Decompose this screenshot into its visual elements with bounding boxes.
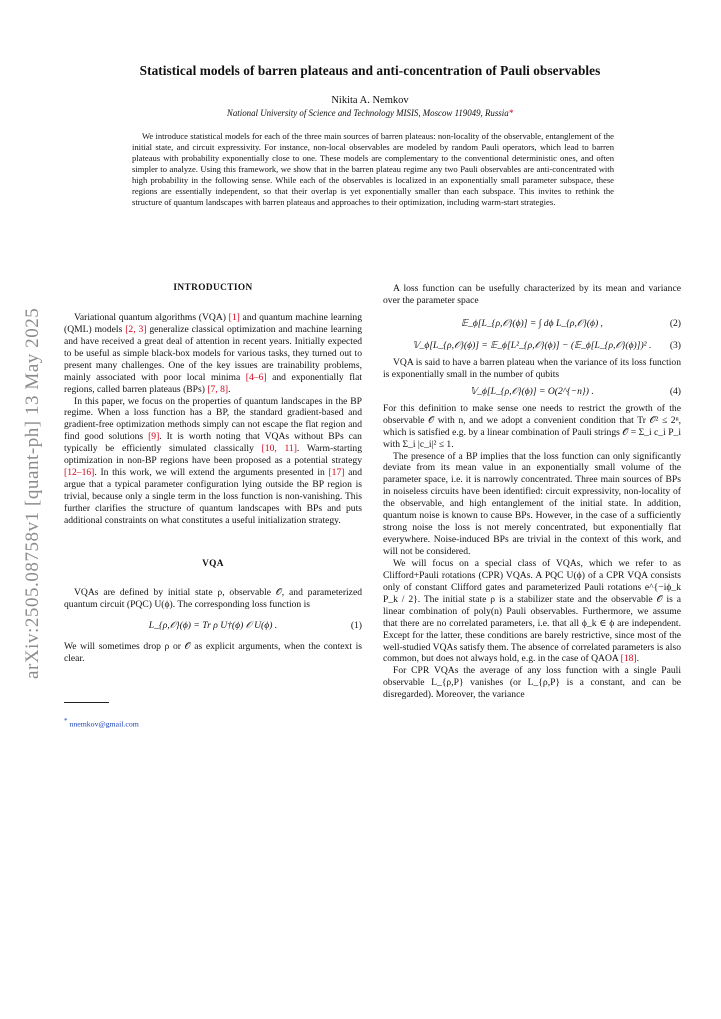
citation-link[interactable]: [4–6]: [245, 371, 267, 383]
equation-4: [383, 381, 681, 403]
abstract: We introduce statistical models for each of the three main sources of barren plateaus: non-locality of the observable, entanglement of the initial state, and circuit expressivity. For instance, non-local observables are modeled by random Pauli operators, which lead to barren plateaus with probability exponentially close to one. These models are complementary to the conventional deterministic ones, and often simpler to analyze. Using this framework, we show that in the barren plateau regime any two Pauli observables are anti-concentrated with high probability in the following sense. While each of the observables is localized in an exponentially small parameter subspace, these regions are essentially independent, so that their overlap is yet exponentially smaller than each subspace. This invites to rethink the structure of quantum landscapes with barren plateaus and approaches to their optimization, including warm-start strategies.: [132, 131, 614, 207]
right-column: [383, 283, 681, 701]
intro-paragraph-2: In this paper, we focus on the properties of quantum landscapes in the BP regime. When a loss function has a BP, the standard gradient-based and gradient-free optimization methods simply can not escape the flat region and find good solutions [9]. It is worth noting that VQAs without BPs can typically be efficiently simulated classically [10, 11]. Warm-starting optimization in non-BP regions have been proposed as a potential strategy [12–16]. In this work, we will extend the arguments presented in [17] and argue that a typical parameter configuration lying outside the BP region is trivial, because only a single term in the loss function is non-vanishing. This further clarifies the structure of quantum landscapes with BPs and puts additional constraints on what constitutes a useful initialization strategy.: [64, 395, 362, 526]
equation-2-body: 𝔼_ϕ[L_{ρ,𝒪}(ϕ)] = ∫ dϕ L_{ρ,𝒪}(ϕ) ,: [461, 317, 603, 329]
citation-link[interactable]: [10, 11]: [261, 443, 297, 455]
vqa-paragraph-1: VQAs are defined by initial state ρ, observable 𝒪, and parameterized quantum circuit (PQC) U(ϕ). The corresponding loss function is: [64, 586, 362, 610]
citation-link[interactable]: [9]: [148, 431, 160, 443]
citation-link[interactable]: [18]: [620, 653, 637, 665]
right-paragraph-4: The presence of a BP implies that the loss function can only significantly deviate from its mean value in an exponentially small volume of the parameter space, i.e. it is narrowly concentrated. Three main sources of BPs in noiseless circuits have been identified: circuit expressivity, non-locality of the observable, and high entanglement of the initial state. In addition, quantum noise is known to cause BPs. However, in the case of a sufficiently strong noise the loss is not merely concentrated, but exponentially flat everywhere. Noise-induced BPs are trivial in the context of this work, and will not be considered.: [383, 450, 681, 557]
equation-3-body: 𝕍_ϕ[L_{ρ,𝒪}(ϕ)] = 𝔼_ϕ[L²_{ρ,𝒪}(ϕ)] − (𝔼_ϕ[L_{ρ,𝒪}(ϕ)])² .: [412, 339, 652, 351]
section-heading-vqa: VQA: [202, 558, 224, 569]
right-paragraph-6: For CPR VQAs the average of any loss function with a single Pauli observable L_{ρ,P} vanishes (or L_{ρ,P} is a constant, and can be disregarded). Moreover, the variance: [383, 665, 681, 701]
right-paragraph-5: We will focus on a special class of VQAs, which we refer to as Clifford+Pauli rotations (CPR) VQAs. A PQC U(ϕ) of a CPR VQA consists only of constant Clifford gates and parameterized Pauli rotations e^{−iϕ_k P_k / 2}. The initial state ρ is a stabilizer state and the observable 𝒪 is a linear combination of poly(n) Pauli observables. Furthermore, we assume that there are no correlated parameters, i.e. that all ϕ_k ∈ ϕ are independent. Except for the latter, these conditions are barely restrictive, since most of the well-studied VQAs satisfy them. The absence of correlated parameters is also common, but does not always hold, e.g. in the case of QAOA [18].: [383, 557, 681, 665]
equation-4-number: (4): [669, 385, 681, 397]
citation-link[interactable]: [17]: [328, 467, 345, 479]
left-column: [64, 283, 362, 730]
equation-1-number: (1): [350, 619, 362, 631]
paper-title: Statistical models of barren plateaus and anti-concentration of Pauli observables: [139, 63, 601, 78]
author-email-link[interactable]: nnemkov@gmail.com: [69, 719, 139, 729]
affiliation-text: National University of Science and Technology MISIS, Moscow 119049, Russia: [226, 108, 509, 118]
footnote: [64, 716, 362, 731]
citation-link[interactable]: [7, 8]: [207, 383, 229, 395]
right-paragraph-1: A loss function can be usefully characterized by its mean and variance over the parameter space: [383, 283, 681, 306]
intro-paragraph-1: Variational quantum algorithms (VQA) [1] and quantum machine learning (QML) models [2, 3] generalize classical optimization and machine learning and have received a great deal of attention in recent years. Initially expected to be useful as simple black-box models for various tasks, they turned out to present many challenges. One of the key issues are trainability problems, mainly associated with poor local minima [4–6] and exponentially flat regions, called barren plateaus (BPs) [7, 8].: [64, 311, 363, 395]
equation-1: [64, 611, 362, 641]
equation-1-body: L_{ρ,𝒪}(ϕ) = Tr ρ U†(ϕ) 𝒪 U(ϕ) .: [148, 619, 278, 631]
vqa-paragraph-2: We will sometimes drop ρ or 𝒪 as explicit arguments, when the context is clear.: [64, 640, 362, 664]
citation-link[interactable]: [2, 3]: [125, 323, 147, 335]
arxiv-watermark: arXiv:2505.08758v1 [quant-ph] 13 May 2025: [22, 307, 43, 679]
right-paragraph-3: For this definition to make sense one needs to restrict the growth of the observable 𝒪 with n, and we adopt a convenient condition that Tr 𝒪² ≤ 2ⁿ, which is satisfied e.g. by a linear combination of Pauli strings 𝒪 = Σ_i c_i P_i with Σ_i |c_i|² ≤ 1.: [383, 402, 681, 450]
footnote-mark: *: [64, 716, 68, 725]
equation-3-number: (3): [669, 339, 681, 351]
section-heading-introduction: INTRODUCTION: [173, 283, 253, 293]
right-paragraph-2: VQA is said to have a barren plateau when the variance of its loss function is exponentially small in the number of qubits: [383, 356, 681, 380]
citation-link[interactable]: [1]: [228, 311, 240, 323]
citation-link[interactable]: [12–16]: [64, 467, 95, 479]
equation-3: [383, 335, 681, 357]
equation-2: [383, 313, 681, 335]
equation-2-number: (2): [669, 317, 681, 329]
affiliation: [60, 108, 680, 118]
author-name: Nikita A. Nemkov: [331, 95, 409, 106]
equation-4-body: 𝕍_ϕ[L_{ρ,𝒪}(ϕ)] = O(2^{−n}) .: [470, 385, 594, 397]
affiliation-footnote-mark[interactable]: *: [508, 108, 514, 118]
